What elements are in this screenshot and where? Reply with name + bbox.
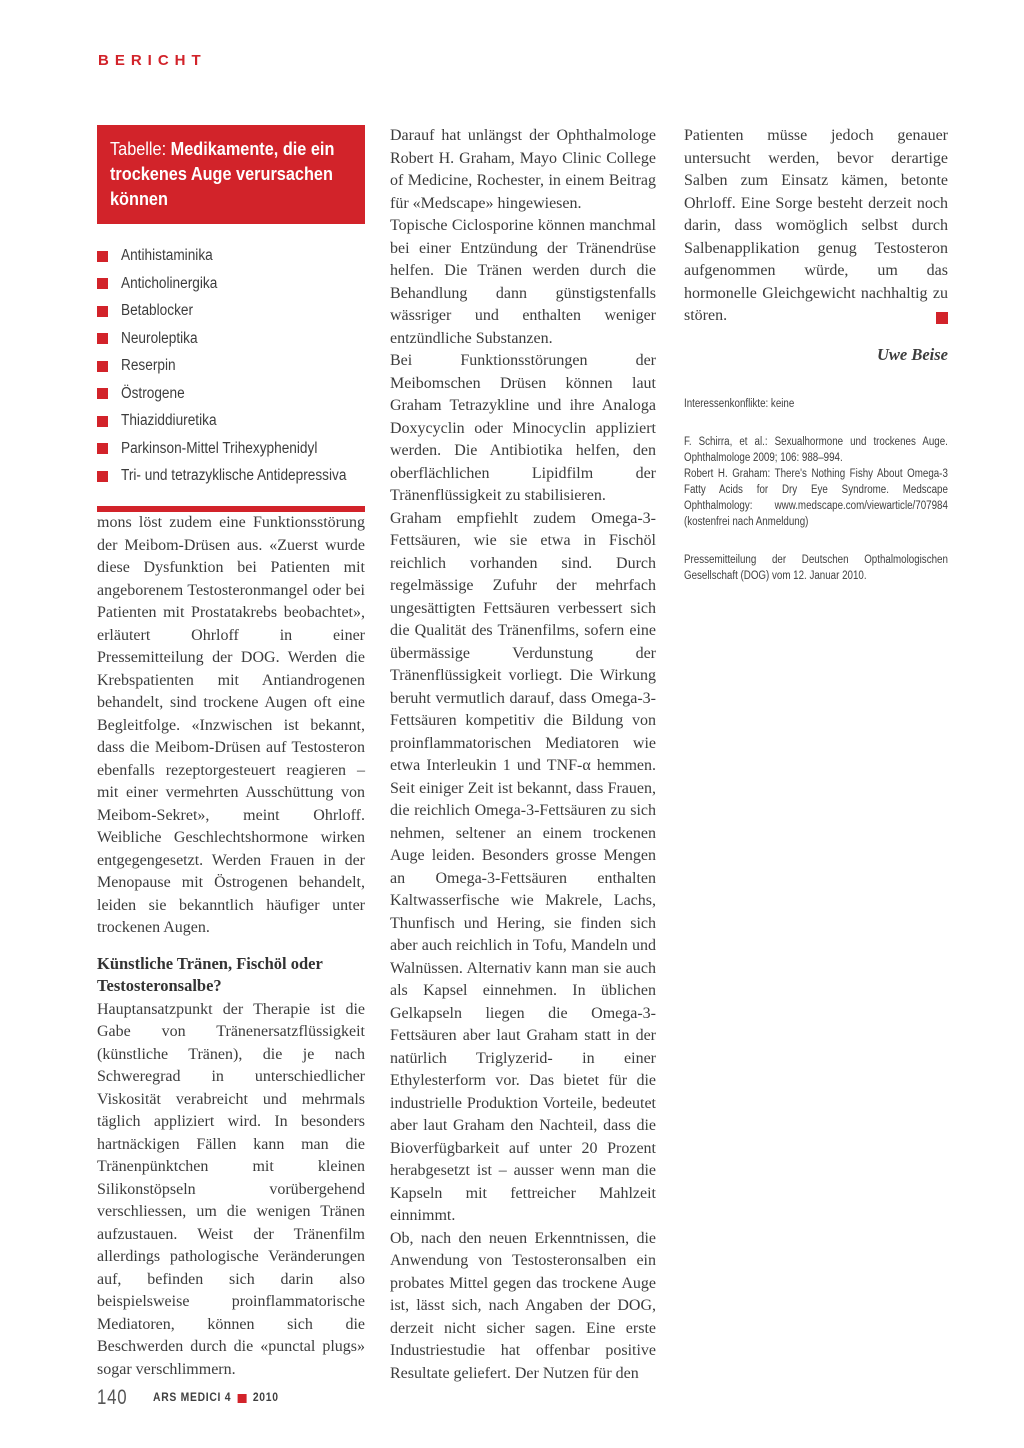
list-item-label: Thiaziddiuretika <box>121 412 217 429</box>
left-column <box>97 125 365 1381</box>
footer-separator-icon <box>238 1394 247 1403</box>
reference-item: Robert H. Graham: There's Nothing Fishy About Omega-3 Fatty Acids for Dry Eye Syndrome. Medscape Ophthalmology: www.medscape.com/viewarticle/707984 (kostenfrei nach Anmeldung) <box>684 467 948 528</box>
list-item <box>97 467 365 485</box>
page-footer <box>97 1386 293 1410</box>
list-item-label: Anticholinergika <box>121 274 218 292</box>
article-end-icon <box>936 312 948 324</box>
subheading: Künstliche Tränen, Fischöl oder Testosteronsalbe? <box>97 953 323 995</box>
table-title-text: Medikamente, die ein trockenes Auge verursachen können <box>110 138 335 209</box>
right-column <box>684 125 948 584</box>
list-item-label: Parkinson-Mittel Trihexyphenidyl <box>121 439 318 457</box>
journal-year: 2010 <box>252 1392 279 1404</box>
list-item-label: Neuroleptika <box>121 329 198 347</box>
reference-list <box>684 434 948 530</box>
bullet-square-icon <box>97 333 108 344</box>
list-item <box>97 385 365 403</box>
list-item-label: Reserpin <box>121 357 176 374</box>
body-paragraph: Topische Ciclosporine können manchmal bei einer Entzündung der Tränendrüse helfen. Die Tränen werden durch die Behandlung dann günstigstenfalls wässriger und enthalten weniger entzündliche Substanzen. <box>390 217 656 347</box>
paragraph-text: Patienten müsse jedoch genauer untersucht werden, bevor derartige Salben zum Einsatz kämen, betonte Ohrloff. Eine Sorge besteht derzeit noch darin, dass womöglich selbst durch Salbenapplikation genug Testosteron aufgenommen würde, um das hormonelle Gleichgewicht nachhaltig zu stören. <box>684 127 948 324</box>
list-item <box>97 412 365 430</box>
page-number: 140 <box>97 1386 128 1409</box>
list-item-label: Betablocker <box>121 302 194 319</box>
bullet-square-icon <box>97 251 108 262</box>
list-item <box>97 275 365 293</box>
table-label: Tabelle: <box>110 138 167 159</box>
drug-table-title <box>110 136 353 211</box>
conflicts-note: Interessenkonflikte: keine <box>684 397 795 410</box>
body-paragraph: mons löst zudem eine Funktionsstörung der Meibom-Drüsen aus. «Zuerst wurde diese Dysfunktion bei Patienten mit angeborenem Testosteronmangel oder bei Patienten mit Prostatakrebs beobachtet», erläutert Ohrloff in einer Pressemitteilung der DOG. Werden die Krebspatienten mit Antiandrogenen behandelt, sind trockene Augen oft eine Begleitfolge. «Inzwischen ist bekannt, dass die Meibom-Drüsen auf Testosteron ebenfalls rezeptorgesteuert reagieren – mit einer vermehrten Ausschüttung von Meibom-Sekret», meint Ohrloff. Weibliche Geschlechtshormone wirken entgegengesetzt. Werden Frauen in der Menopause mit Östrogenen behandelt, leiden sie bekanntlich häufiger unter trockenen Augen. <box>97 514 365 936</box>
drug-list <box>97 247 365 485</box>
list-item <box>97 440 365 458</box>
drug-table-box <box>97 125 365 224</box>
press-release-note: Pressemitteilung der Deutschen Opthalmologischen Gesellschaft (DOG) vom 12. Januar 2010. <box>684 553 948 582</box>
list-item <box>97 247 365 265</box>
list-item <box>97 357 365 375</box>
body-paragraph: Graham empfiehlt zudem Omega-3-Fettsäuren, wie sie etwa in Fischöl reichlich vorhanden sind. Durch regelmässige Zufuhr der mehrfach ungesättigten Fettsäuren verbessert sich die Qualität des Tränenfilms, sofern eine übermässige Verdunstung der Tränenflüssigkeit vorliegt. Die Wirkung beruht vermutlich darauf, dass Omega-3-Fettsäuren kompetitiv die Bildung von proinflammatorischen Mediatoren wie etwa Interleukin 1 und TNF-α hemmen. Seit einiger Zeit ist bekannt, dass Frauen, die reichlich Omega-3-Fettsäuren zu sich nehmen, seltener an einem trockenen Auge leiden. Besonders grosse Mengen an Omega-3-Fettsäuren enthalten Kaltwasserfische wie Makrele, Lachs, Thunfisch und Hering, sie finden sich aber auch reichlich in Tofu, Mandeln und Walnüssen. Alternativ kann man sie auch als Kapsel einnehmen. In üblichen Gelkapseln liegen die Omega-3-Fettsäuren aber laut Graham statt in der natürlich Triglyzerid- in einer Ethylesterform vor. Das bietet für die industrielle Produktion Vorteile, bedeutet aber laut Graham den Nachteil, dass die Bioverfügbarkeit auf unter 20 Prozent herabgesetzt ist – ausser wenn man die Kapseln mit fettreicher Mahlzeit einnimmt. <box>390 509 656 1224</box>
body-paragraph: Bei Funktionsstörungen der Meibomschen Drüsen können laut Graham Tetrazykline und ihre Analoga Doxycyclin oder Minocyclin appliziert werden. Die Antibiotika helfen, den oberflächlichen Lipidfilm der Tränenflüssigkeit zu stabilisieren. <box>390 352 656 504</box>
list-item-label: Tri- und tetrazyklische Antidepressiva <box>121 467 347 484</box>
list-item-label: Antihistaminika <box>121 247 213 264</box>
bullet-square-icon <box>97 388 108 399</box>
references-section <box>684 396 948 584</box>
list-item <box>97 330 365 348</box>
bullet-square-icon <box>97 443 108 454</box>
bullet-square-icon <box>97 416 108 427</box>
body-paragraph <box>684 125 948 328</box>
journal-name: ARS MEDICI 4 <box>153 1392 232 1404</box>
bullet-square-icon <box>97 306 108 317</box>
bullet-square-icon <box>97 361 108 372</box>
bullet-square-icon <box>97 278 108 289</box>
bullet-square-icon <box>97 471 108 482</box>
reference-item: F. Schirra, et al.: Sexualhormone und trockenes Auge. Ophthalmologe 2009; 106: 988–994. <box>684 435 948 464</box>
section-kicker: BERICHT <box>98 52 207 69</box>
author-byline: Uwe Beise <box>876 344 948 364</box>
body-paragraph: Ob, nach den neuen Erkenntnissen, die Anwendung von Testosteronsalben ein probates Mittel gegen das trockene Auge ist, lässt sich, nach Angaben der DOG, derzeit nicht sicher sagen. Eine erste Industriestudie hat offenbar positive Resultate geliefert. Der Nutzen für den <box>390 1229 656 1382</box>
journal-line <box>153 1392 279 1404</box>
list-item <box>97 302 365 320</box>
body-paragraph: Hauptansatzpunkt der Therapie ist die Gabe von Tränenersatzflüssigkeit (künstliche Tränen), die je nach Schweregrad in unterschiedlicher Viskosität verabreicht und mehrmals täglich appliziert wird. In besonders hartnäckigen Fällen kann man die Tränenpünktchen mit kleinen Silikonstöpseln vorübergehend verschliessen, um die wenigen Tränen aufzustauen. Weist der Tränenfilm allerdings pathologische Veränderungen auf, befinden sich darin also beispielsweise proinflammatorische Mediatoren, können sich die Beschwerden durch die «punctal plugs» sogar verschlimmern. <box>97 1000 365 1378</box>
middle-column <box>390 125 656 1385</box>
body-paragraph: Darauf hat unlängst der Ophthalmologe Robert H. Graham, Mayo Clinic College of Medicine, Rochester, in einem Beitrag für «Medscape» hingewiesen. <box>390 127 656 212</box>
list-item-label: Östrogene <box>121 384 185 402</box>
